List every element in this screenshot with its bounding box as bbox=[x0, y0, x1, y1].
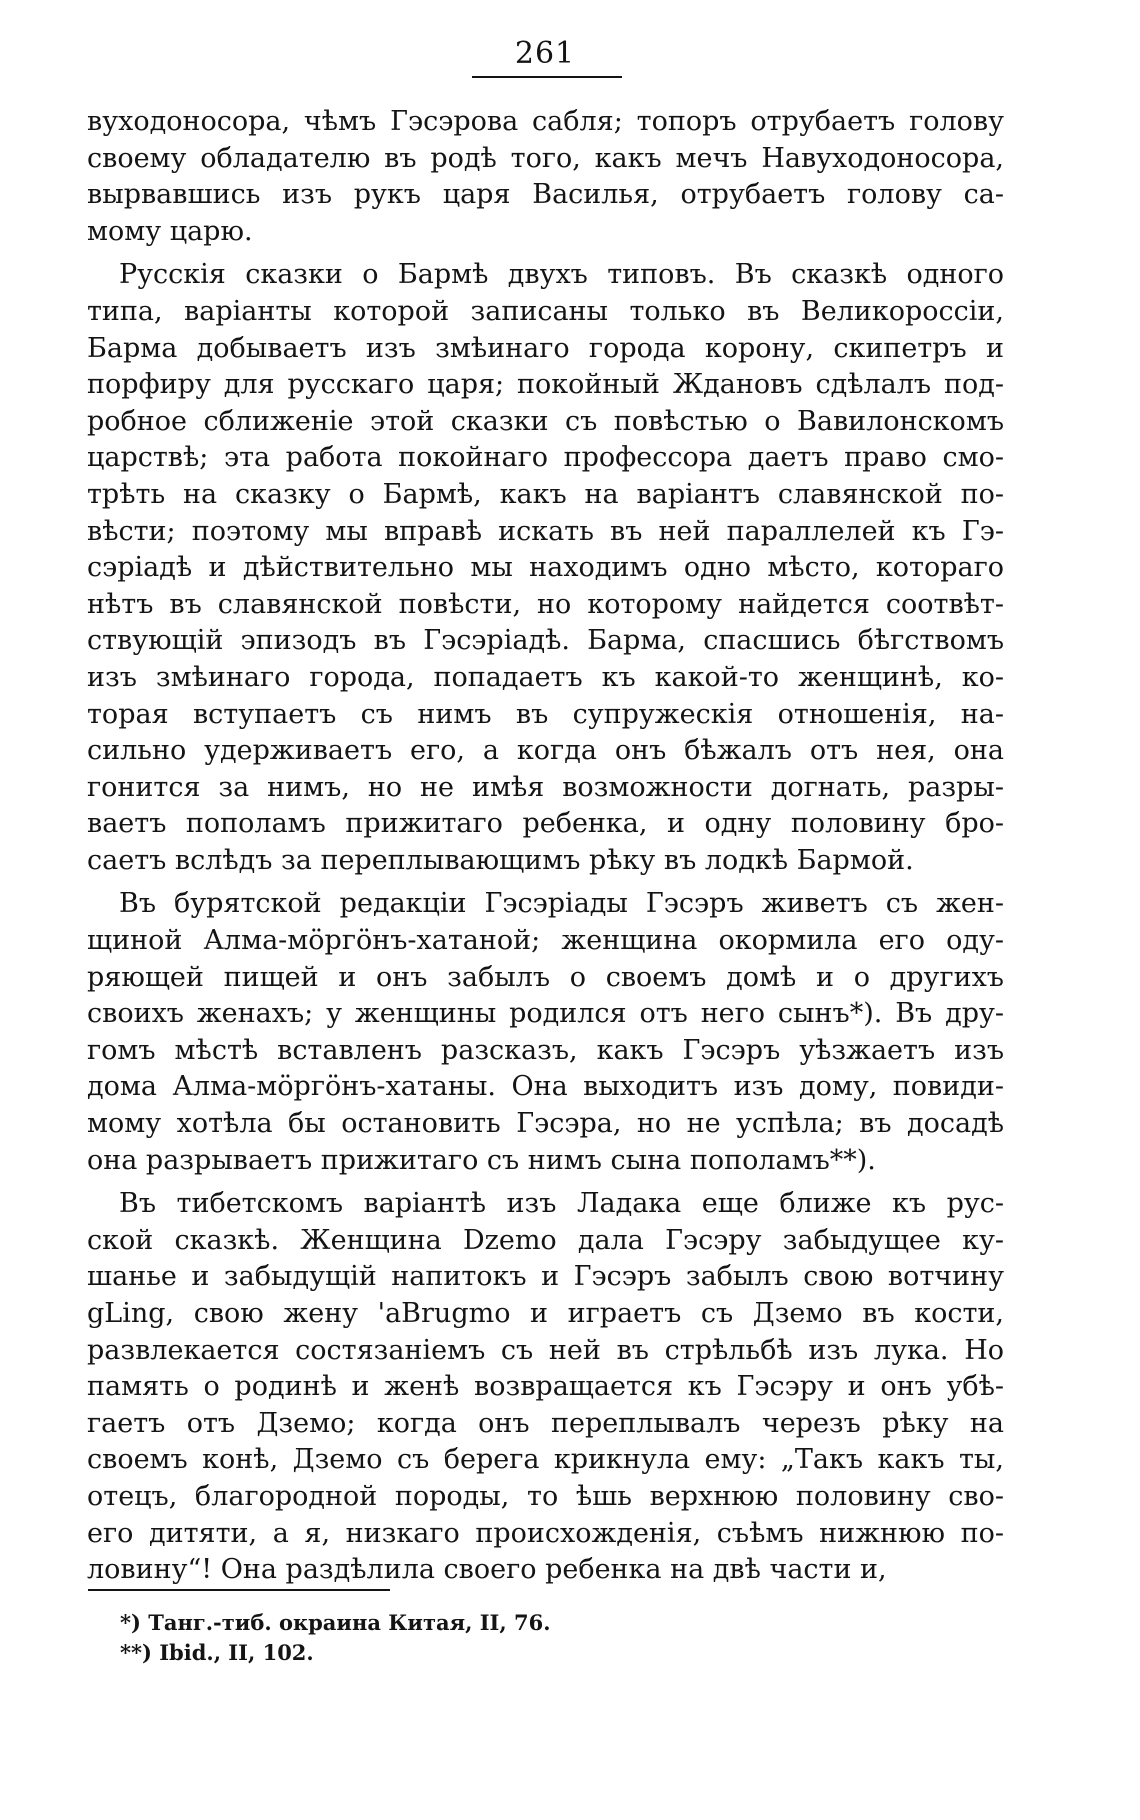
text-line: гонится за нимъ, но не имѣя возможности догнать, разры- bbox=[87, 771, 1004, 803]
text-line: вѣсти; поэтому мы вправѣ искать въ ней параллелей къ Гэ- bbox=[87, 515, 1004, 547]
text-line: своему обладателю въ родѣ того, какъ мечъ Навуходоносора, bbox=[87, 142, 1004, 174]
body-text bbox=[87, 104, 1004, 1596]
text-line: ваетъ пополамъ прижитаго ребенка, и одну половину бро- bbox=[87, 808, 1004, 840]
text-line: мому царю. bbox=[87, 215, 253, 247]
text-line: ской сказкѣ. Женщина Dzemo дала Гэсэру забыдущее ку- bbox=[87, 1224, 1004, 1256]
text-line: Русскія сказки о Бармѣ двухъ типовъ. Въ сказкѣ одного bbox=[119, 259, 1004, 291]
paragraph bbox=[87, 1186, 1004, 1589]
footnote-separator bbox=[88, 1589, 390, 1591]
text-line: торая вступаетъ съ нимъ въ супружескія отношенія, на- bbox=[87, 698, 1004, 730]
footnote: **) Ibid., II, 102. bbox=[120, 1640, 314, 1665]
text-line: мому хотѣла бы остановить Гэсэра, но не успѣла; въ досадѣ bbox=[87, 1108, 1004, 1140]
text-line: нѣтъ въ славянской повѣсти, но которому найдется соотвѣт- bbox=[87, 588, 1004, 620]
page-number-rule bbox=[472, 76, 622, 78]
text-line: ряющей пищей и онъ забылъ о своемъ домѣ и о другихъ bbox=[87, 961, 1004, 993]
text-line: саетъ вслѣдъ за переплывающимъ рѣку въ лодкѣ Бармой. bbox=[87, 844, 914, 876]
text-line: ловину“! Она раздѣлила своего ребенка на двѣ части и, bbox=[87, 1554, 887, 1586]
paragraph bbox=[87, 257, 1004, 879]
text-line: сильно удерживаетъ его, а когда онъ бѣжалъ отъ нея, она bbox=[87, 735, 1004, 767]
page-number: 261 bbox=[514, 36, 576, 71]
text-line: она разрываетъ прижитаго съ нимъ сына пополамъ**). bbox=[87, 1144, 876, 1176]
text-line: шанье и забыдущій напитокъ и Гэсэръ забылъ свою вотчину bbox=[87, 1261, 1004, 1293]
text-line: Въ тибетскомъ варіантѣ изъ Ладака еще ближе къ рус- bbox=[119, 1188, 1004, 1220]
text-line: развлекается состязаніемъ съ ней въ стрѣльбѣ изъ лука. Но bbox=[87, 1334, 1004, 1366]
text-line: память о родинѣ и женѣ возвращается къ Гэсэру и онъ убѣ- bbox=[87, 1371, 1004, 1403]
text-line: порфиру для русскаго царя; покойный Ждановъ сдѣлалъ под- bbox=[87, 369, 1004, 401]
text-line: ствующій эпизодъ въ Гэсэріадѣ. Барма, спасшись бѣгствомъ bbox=[87, 625, 1004, 657]
text-line: отецъ, благородной породы, то ѣшь верхнюю половину сво- bbox=[87, 1480, 1004, 1512]
text-line: gLing, свою жену 'aBrugmo и играетъ съ Дземо въ кости, bbox=[87, 1298, 1004, 1329]
text-line: робное сближеніе этой сказки съ повѣстью о Вавилонскомъ bbox=[87, 405, 1004, 437]
text-line: Въ бурятской редакціи Гэсэріады Гэсэръ живетъ съ жен- bbox=[119, 888, 1004, 920]
footnote: *) Танг.-тиб. окраина Китая, II, 76. bbox=[120, 1610, 551, 1635]
text-line: изъ змѣинаго города, попадаетъ къ какой-то женщинѣ, ко- bbox=[87, 661, 1004, 693]
text-line: его дитяти, а я, низкаго происхожденія, съѣмъ нижнюю по- bbox=[87, 1517, 1004, 1549]
text-line: вуходоносора, чѣмъ Гэсэрова сабля; топоръ отрубаетъ голову bbox=[87, 106, 1004, 137]
paragraph bbox=[87, 886, 1004, 1179]
text-line: дома Алма-мӧргӧнъ-хатаны. Она выходитъ изъ дому, повиди- bbox=[87, 1071, 1004, 1103]
text-line: своемъ конѣ, Дземо съ берега крикнула ему: „Такъ какъ ты, bbox=[87, 1444, 1004, 1476]
text-line: типа, варіанты которой записаны только въ Великороссіи, bbox=[87, 295, 1004, 327]
text-line: щиной Алма-мӧргӧнъ-хатаной; женщина окормила его оду- bbox=[87, 925, 1004, 957]
paragraph bbox=[87, 104, 1004, 250]
text-line: Барма добываетъ изъ змѣинаго города корону, скипетръ и bbox=[87, 332, 1004, 364]
text-line: сэріадѣ и дѣйствительно мы находимъ одно мѣсто, котораго bbox=[87, 552, 1004, 584]
text-line: гаетъ отъ Дземо; когда онъ переплывалъ черезъ рѣку на bbox=[87, 1407, 1004, 1439]
text-line: своихъ женахъ; у женщины родился отъ него сынъ*). Въ дру- bbox=[87, 998, 1004, 1030]
text-line: царствѣ; эта работа покойнаго профессора даетъ право смо- bbox=[87, 442, 1004, 474]
text-line: трѣть на сказку о Бармѣ, какъ на варіантъ славянской по- bbox=[87, 478, 1004, 510]
text-line: вырвавшись изъ рукъ царя Василья, отрубаетъ голову са- bbox=[87, 179, 1004, 211]
footnotes bbox=[120, 1608, 820, 1668]
text-line: гомъ мѣстѣ вставленъ разсказъ, какъ Гэсэръ уѣзжаетъ изъ bbox=[87, 1034, 1004, 1066]
